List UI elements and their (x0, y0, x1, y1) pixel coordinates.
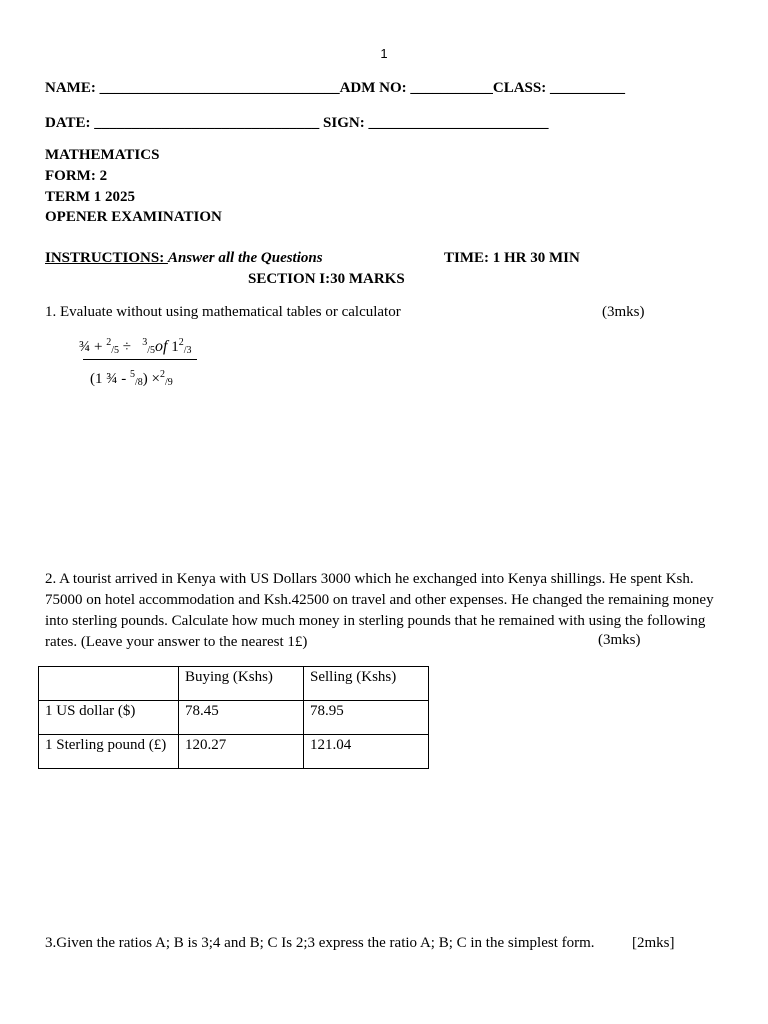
denominator-term-a-sup: 5 (130, 369, 135, 380)
table-cell: 78.45 (179, 701, 304, 735)
table-header-cell (39, 667, 179, 701)
denominator-term-a-sub: /8 (135, 377, 143, 388)
table-cell: 1 US dollar ($) (39, 701, 179, 735)
date-sign-line: DATE: ______________________________ SIGN: ________________________ (45, 115, 549, 131)
table-row (39, 701, 429, 735)
numerator-term-a: ¾ + (79, 339, 107, 355)
numerator-term-c-sub: /3 (183, 345, 192, 356)
numerator-term-a-sup: 2 (106, 337, 112, 348)
instructions-text: Answer all the Questions (167, 250, 323, 266)
question-3-marks: [2mks] (632, 935, 675, 951)
table-cell: 120.27 (179, 735, 304, 769)
table-header-cell: Buying (Kshs) (179, 667, 304, 701)
numerator-term-a-sub: /5 (111, 345, 119, 356)
section-title: SECTION I:30 MARKS (248, 271, 405, 287)
fraction-bar (83, 359, 197, 360)
term-label: TERM 1 2025 (45, 189, 135, 205)
table-row (39, 735, 429, 769)
numerator-term-c-sup: 2 (178, 337, 184, 348)
question-3-text: 3.Given the ratios A; B is 3;4 and B; C Is 2;3 express the ratio A; B; C in the simplest form. (45, 935, 595, 951)
time-allowed: TIME: 1 HR 30 MIN (444, 250, 580, 266)
table-cell: 1 Sterling pound (£) (39, 735, 179, 769)
table-header-row (39, 667, 429, 701)
numerator-term-b-sup: 3 (142, 337, 148, 348)
page-number: 1 (380, 46, 388, 61)
question-2-text: 2. A tourist arrived in Kenya with US Dollars 3000 which he exchanged into Kenya shillings. He spent Ksh. 75000 on hotel accommodation and Ksh.42500 on travel and other expenses. He changed the remaining money into sterling pounds. Calculate how much money in sterling pounds that he remained with using the following rates. (Leave your answer to the nearest 1£) (45, 571, 714, 650)
divide-sign: ÷ (119, 339, 143, 355)
exchange-rates-table (38, 666, 429, 769)
question-1-denominator (90, 371, 173, 388)
denominator-term-b-sub: /9 (165, 377, 173, 388)
question-1-marks: (3mks) (602, 304, 645, 320)
table-cell: 121.04 (304, 735, 429, 769)
exam-type-label: OPENER EXAMINATION (45, 209, 222, 225)
question-2-marks: (3mks) (598, 632, 641, 648)
numerator-term-c: 1 (167, 339, 179, 355)
table-cell: 78.95 (304, 701, 429, 735)
denominator-term-b-sup: 2 (160, 369, 165, 380)
instructions-line (45, 250, 323, 267)
numerator-term-b-sub: /5 (147, 345, 156, 356)
denominator-term-a: (1 ¾ - (90, 371, 130, 387)
instructions-label: INSTRUCTIONS: (45, 250, 168, 266)
form-label: FORM: 2 (45, 168, 108, 184)
question-1-numerator (79, 338, 192, 356)
denominator-term-b: ) × (142, 371, 160, 387)
subject-title: MATHEMATICS (45, 147, 160, 163)
table-header-cell: Selling (Kshs) (304, 667, 429, 701)
of-word: of (155, 338, 168, 355)
name-adm-class-line: NAME: ________________________________ADM NO: ___________CLASS: __________ (45, 80, 625, 96)
question-1-text: 1. Evaluate without using mathematical tables or calculator (45, 304, 401, 320)
